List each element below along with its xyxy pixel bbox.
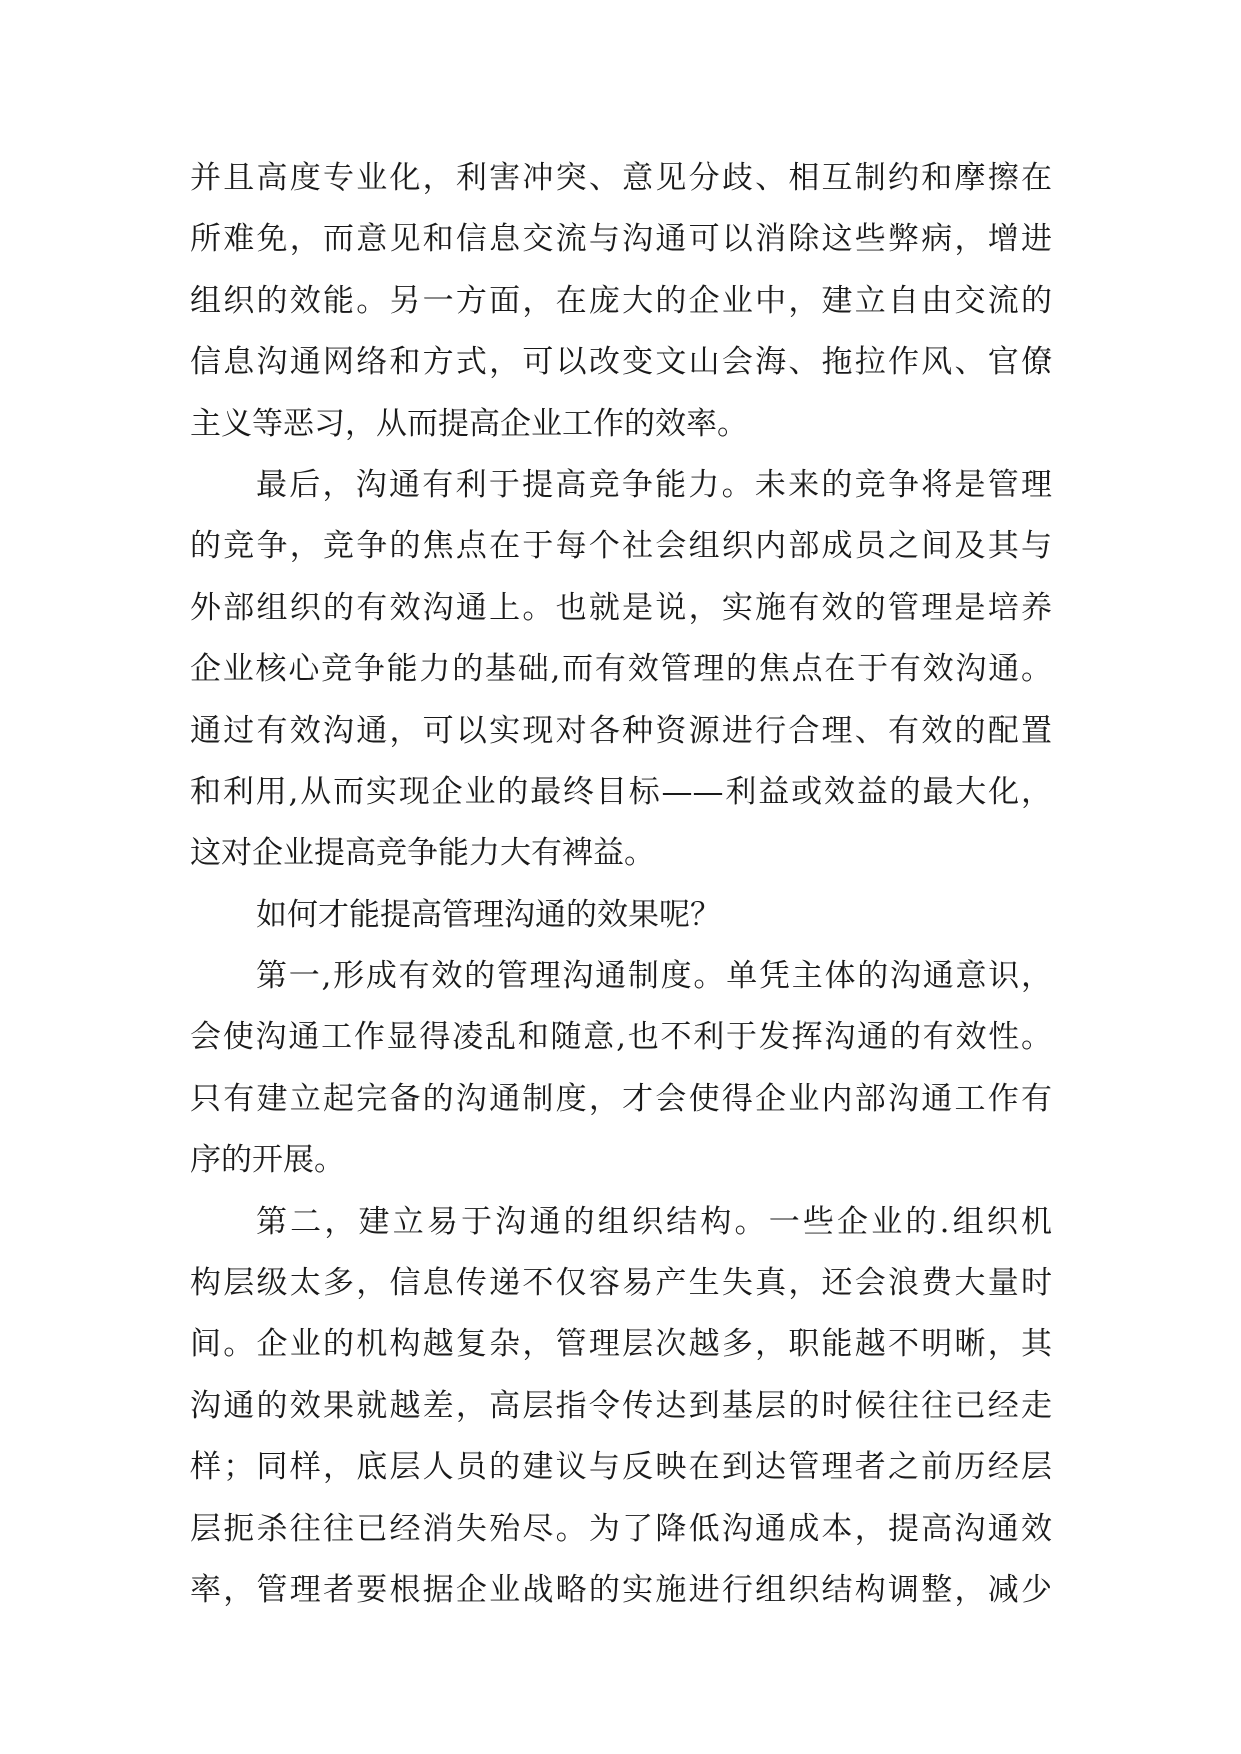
paragraph-first-line: 如何才能提高管理沟通的效果呢？ [256,896,721,933]
text-line: 的竞争，竞争的焦点在于每个社会组织内部成员之间及其与 [190,528,1052,565]
text-line: 这对企业提高竞争能力大有裨益。 [190,835,655,872]
paragraph-first-line: 第一,形成有效的管理沟通制度。单凭主体的沟通意识， [256,958,1052,995]
text-line: 会使沟通工作显得凌乱和随意,也不利于发挥沟通的有效性。 [190,1019,1052,1056]
paragraph-first-line: 第二，建立易于沟通的组织结构。一些企业的.组织机 [256,1203,1052,1240]
text-line: 层扼杀往往已经消失殆尽。为了降低沟通成本，提高沟通效 [190,1510,1052,1547]
text-line: 信息沟通网络和方式，可以改变文山会海、拖拉作风、官僚 [190,344,1052,381]
text-line: 外部组织的有效沟通上。也就是说，实施有效的管理是培养 [190,589,1052,626]
text-line: 企业核心竞争能力的基础,而有效管理的焦点在于有效沟通。 [190,651,1052,688]
paragraph-first-line: 最后，沟通有利于提高竞争能力。未来的竞争将是管理 [256,466,1052,503]
text-line: 间。企业的机构越复杂，管理层次越多，职能越不明晰，其 [190,1326,1052,1363]
text-line: 所难免，而意见和信息交流与沟通可以消除这些弊病，增进 [190,221,1052,258]
text-line: 并且高度专业化，利害冲突、意见分歧、相互制约和摩擦在 [190,160,1052,196]
body-text [190,148,1052,1621]
text-line: 只有建立起完备的沟通制度，才会使得企业内部沟通工作有 [190,1080,1052,1117]
text-line: 组织的效能。另一方面，在庞大的企业中，建立自由交流的 [190,282,1052,319]
text-line: 样；同样，底层人员的建议与反映在到达管理者之前历经层 [190,1449,1052,1486]
text-line: 序的开展。 [190,1142,345,1179]
text-line: 通过有效沟通，可以实现对各种资源进行合理、有效的配置 [190,712,1052,749]
text-line: 沟通的效果就越差，高层指令传达到基层的时候往往已经走 [190,1387,1052,1424]
text-line: 主义等恶习，从而提高企业工作的效率。 [190,405,748,442]
text-line: 构层级太多，信息传递不仅容易产生失真，还会浪费大量时 [190,1265,1052,1302]
text-line: 和利用,从而实现企业的最终目标——利益或效益的最大化， [190,773,1052,810]
text-line: 率，管理者要根据企业战略的实施进行组织结构调整，减少 [190,1571,1052,1608]
